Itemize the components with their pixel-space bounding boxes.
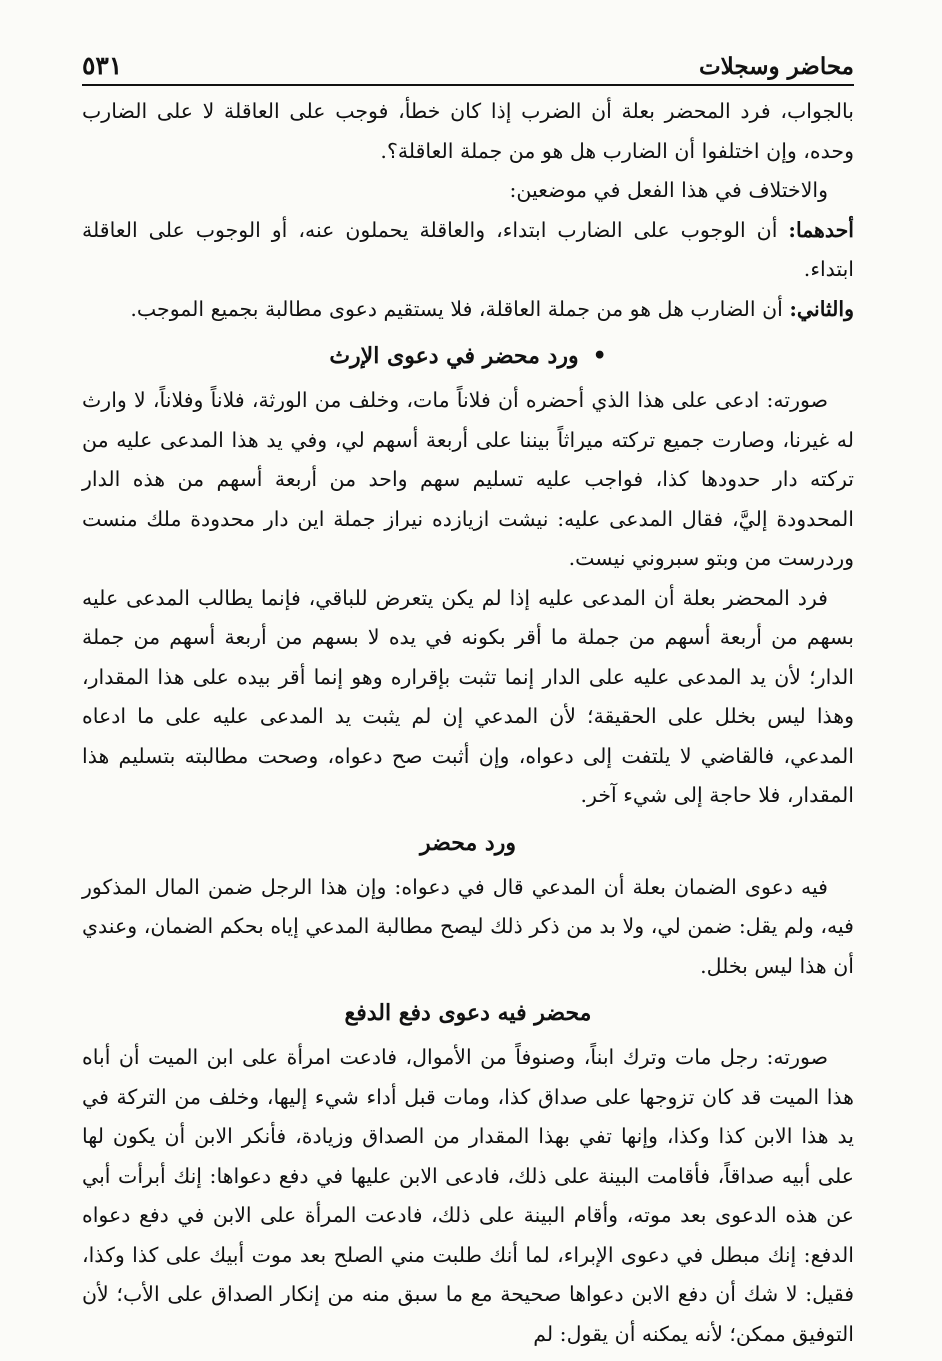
paragraph-6: فرد المحضر بعلة أن المدعى عليه إذا لم يكن يتعرض للباقي، فإنما يطالب المدعى عليه بسهم من أربعة أسهم من جملة ما أقر بكونه في يده لا بسهم من أربعة أسهم من جملة الدار؛ لأن يد المدعى عليه على الدار إنما تثبت بإقراره وهو إنما أقر بيده على هذا المقدار، وهذا ليس بخلل على الحقيقة؛ لأن المدعي إن لم يثبت يد المدعى عليه على ما ادعاه المدعي، فالقاضي لا يلتفت إلى دعواه، وإن أثبت صح دعواه، وصحت مطالبته بتسليم هذا المقدار، فلا حاجة إلى شيء آخر.: [82, 585, 854, 807]
page-number: ٥٣١: [82, 51, 123, 80]
paragraph-4: [82, 290, 854, 330]
section-heading-record: ورد محضر: [420, 829, 516, 856]
paragraph-4-label: والثاني:: [789, 296, 854, 321]
paragraph-7: فيه دعوى الضمان بعلة أن المدعي قال في دعواه: وإن هذا الرجل ضمن المال المذكور فيه، ولم يقل: ضمن لي، ولا بد من ذكر ذلك ليصح مطالبة المدعي إياه بحكم الضمان، وعندي أن هذا ليس بخلل.: [82, 874, 854, 978]
header-title: محاضر وسجلات: [698, 53, 854, 80]
paragraph-3-label: أحدهما:: [788, 217, 854, 242]
paragraph-4-text: أن الضارب هل هو من جملة العاقلة، فلا يستقيم دعوى مطالبة بجميع الموجب.: [130, 296, 790, 321]
running-header: [82, 30, 854, 86]
paragraph-8: صورته: رجل مات وترك ابناً، وصنوفاً من الأموال، فادعت امرأة على ابن الميت أن أباه هذا الميت قد كان تزوجها على صداق كذا، ومات قبل أداء شيء إليها، وخلف من التركة في يد هذا الابن كذا وكذا، وإنها تفي بهذا المقدار من الصداق وزيادة، فأنكر الابن أن يكون لها على أبيه صداقاً، فأقامت البينة على ذلك، فادعى الابن عليها في دفع دعواها: إنك أبرأت أبي عن هذه الدعوى بعد موته، وأقام البينة على ذلك، فادعت المرأة على الابن في دفع دعواه الدفع: إنك مبطل في دعوى الإبراء، لما أنك طلبت مني الصلح بعد موت أبيك على كذا وكذا، فقيل: لا شك أن دفع الابن دعواها صحيحة مع ما سبق منه من إنكار الصداق على الأب؛ لأن التوفيق ممكن؛ لأنه يمكنه أن يقول: لم: [82, 1045, 854, 1346]
paragraph-3: [82, 211, 854, 290]
paragraph-5: صورته: ادعى على هذا الذي أحضره أن فلاناً مات، وخلف من الورثة، فلاناً وفلاناً، لا وارث له غيرنا، وصارت جميع تركته ميراثاً بيننا على أربعة أسهم لي، وفي يد هذا المدعى عليه من تركته دار حدودها كذا، فواجب عليه تسليم سهم واحد من أربعة أسهم من هذه الدار المحدودة إليَّ، فقال المدعى عليه: نيشت ازيازده نيراز جملة اين دار محدودة ملك منست وردرست من وبتو سبروني نيست.: [82, 388, 854, 570]
section-heading-inheritance: [82, 339, 854, 373]
paragraph-1: بالجواب، فرد المحضر بعلة أن الضرب إذا كان خطأ، فوجب على العاقلة لا على الضارب وحده، وإن اختلفوا أن الضارب هل هو من جملة العاقلة؟.: [82, 99, 854, 163]
page-body: [82, 92, 854, 1354]
paragraph-3-text: أن الوجوب على الضارب ابتداء، والعاقلة يحملون عنه، أو الوجوب على العاقلة ابتداء.: [82, 217, 854, 281]
bullet-icon: •: [592, 343, 607, 369]
section-heading-inheritance-text: ورد محضر في دعوى الإرث: [329, 343, 579, 369]
paragraph-2: والاختلاف في هذا الفعل في موضعين:: [509, 178, 828, 202]
section-heading-defense: محضر فيه دعوى دفع الدفع: [344, 1000, 592, 1026]
